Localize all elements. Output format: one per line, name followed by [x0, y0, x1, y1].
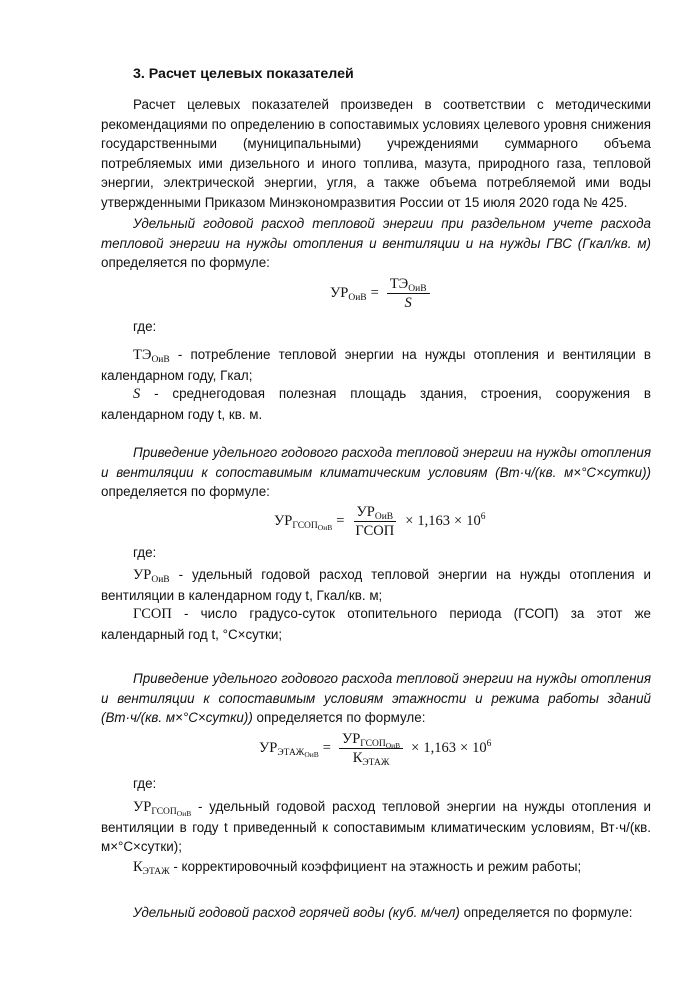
formula4-intro-italic: Удельный годовой расход горячей воды (куб. м/чел) — [133, 905, 460, 920]
ur-gsop-symbol: $УР_{ГСОП_{ОиВ}}$ — [274, 513, 333, 532]
section-heading: 3. Расчет целевых показателей — [133, 66, 354, 82]
equals-sign: = — [322, 740, 331, 756]
where-label: где: — [133, 776, 157, 791]
formula-ur-gsop — [274, 504, 485, 539]
formula1-intro — [101, 214, 651, 273]
definition-k: $К_{ЭТАЖ}$ - корректировочный коэффициент на этажность и режим работы; — [133, 859, 582, 877]
definition-gsop: ГСОП - число градусо-суток отопительного периода (ГСОП) за этот же календарный год t, °С×сутки; — [101, 606, 651, 642]
numerator: $УР_{ГСОП_{ОиВ}}$ — [339, 731, 403, 749]
denominator: ГСОП — [355, 523, 395, 539]
definition-ur-gsop: $УР_{ГСОП_{ОиВ}}$ - удельный годовой расход тепловой энергии на нужды отопления и вентиляции в году t приведенный к сопоставимым климатическим условиям, Вт·ч/(кв. м×°С×сутки); — [101, 799, 651, 855]
formula3-intro-italic: Приведение удельного годового расхода тепловой энергии на нужды отопления и вентиляции к сопоставимым условиям этажности и режима работы зданий (Вт·ч/(кв. м×°С×сутки)) — [101, 671, 651, 726]
formula4-intro — [101, 903, 651, 923]
times-sign: × — [411, 740, 420, 756]
te-symbol: $ТЭ_{ОиВ}$ — [133, 347, 170, 365]
power-of-ten: $10^6$ — [472, 739, 492, 756]
times-sign: × — [405, 513, 414, 529]
intro-paragraph: Расчет целевых показателей произведен в соответствии с методическими рекомендациями по определению в сопоставимых условиях целевого уровня снижения государственными (муниципальными) учреждениями суммарного объема потребляемых ими дизельного и иного топлива, мазута, природного газа, тепловой энергии, электрической энергии, угля, а также объема потребляемой ими воды утвержденными Приказом Минэкономразвития России от 15 июля 2020 года № 425. — [101, 97, 651, 210]
numerator: $УР_{ОиВ}$ — [354, 504, 397, 522]
ur-gsop-symbol: $УР_{ГСОП_{ОиВ}}$ — [133, 799, 192, 818]
fraction — [387, 276, 430, 311]
where-label: где: — [133, 545, 157, 560]
times-sign: × — [454, 513, 463, 529]
equals-sign: = — [370, 285, 379, 301]
ur-symbol: $УР_{ОиВ}$ — [330, 285, 367, 303]
where-label: где: — [133, 319, 157, 334]
denominator: $К_{ЭТАЖ}$ — [352, 750, 390, 768]
power-of-ten: $10^6$ — [466, 512, 486, 529]
formula1-intro-italic: Удельный годовой расход тепловой энергии при раздельном учете расхода тепловой энергии на нужды отопления и вентиляции и на нужды ГВС (Гкал/кв. м) — [101, 216, 651, 251]
formula3-intro — [101, 669, 651, 728]
numerator: $ТЭ_{ОиВ}$ — [387, 276, 430, 294]
definition-te: $ТЭ_{ОиВ}$ - потребление тепловой энергии на нужды отопления и вентиляции в календарном году, Гкал; — [101, 347, 651, 383]
definition-ur: $УР_{ОиВ}$ - удельный годовой расход тепловой энергии на нужды отопления и вентиляции в календарном году t, Гкал/кв. м; — [101, 567, 651, 603]
constant-value: 1,163 — [423, 740, 456, 756]
formula1-intro-tail: определяется по формуле: — [101, 255, 270, 271]
fraction — [339, 731, 403, 766]
formula3-intro-tail: определяется по формуле: — [252, 710, 426, 726]
formula-ur-oiv — [330, 276, 434, 311]
fraction — [352, 504, 397, 539]
times-sign: × — [459, 740, 469, 756]
formula4-intro-tail: определяется по формуле: — [459, 905, 633, 920]
equals-sign: = — [336, 513, 345, 529]
k-etazh-symbol: $К_{ЭТАЖ}$ — [133, 859, 170, 877]
formula2-intro-italic: Приведение удельного годового расхода тепловой энергии на нужды отопления и вентиляции к сопоставимым климатическим условиям (Вт·ч/(кв. м×°С×сутки)) — [101, 445, 651, 480]
gsop-symbol: ГСОП — [133, 606, 172, 622]
ur-oiv-symbol: $УР_{ОиВ}$ — [133, 567, 170, 585]
constant-value: 1,163 — [417, 513, 451, 529]
formula2-intro-tail: определяется по формуле: — [101, 484, 270, 500]
s-symbol: S — [133, 386, 141, 402]
formula2-intro — [101, 443, 651, 502]
formula-ur-etazh — [259, 731, 491, 766]
ur-etazh-symbol: $УР_{ЭТАЖ_{ОиВ}}$ — [259, 740, 319, 759]
denominator: S — [404, 295, 412, 311]
definition-s: S - среднегодовая полезная площадь здания, строения, сооружения в календарном году t, кв. м. — [101, 386, 651, 422]
